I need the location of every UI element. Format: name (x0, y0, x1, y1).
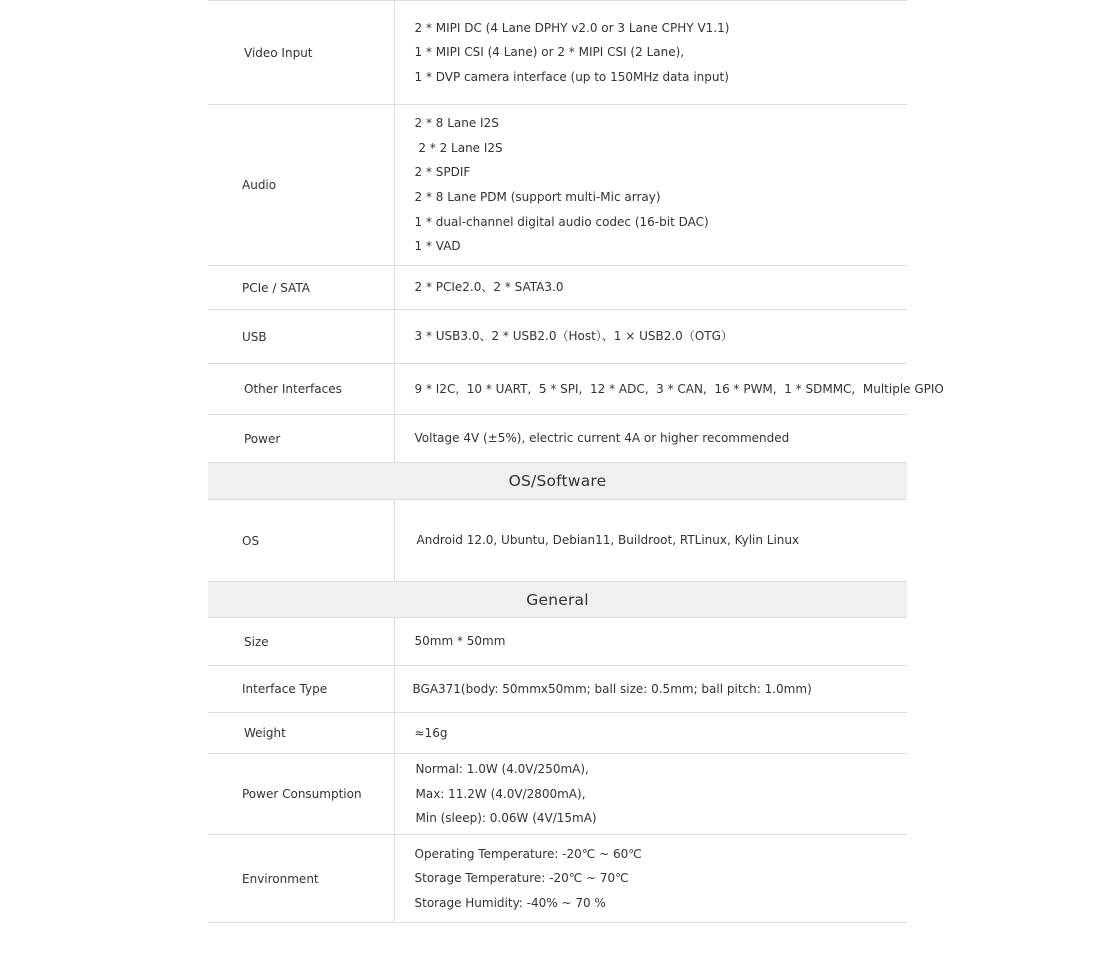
value-line: 1 * VAD (414, 239, 461, 254)
table-row (208, 618, 907, 666)
value-line: Storage Temperature: -20℃ ~ 70℃ (414, 871, 629, 886)
row-label: Audio (208, 105, 394, 266)
value-line: 2 * 8 Lane PDM (support multi-Mic array) (414, 190, 661, 204)
row-value (394, 364, 944, 415)
value-line: Max: 11.2W (4.0V/2800mA), (415, 786, 586, 801)
row-label: Power (208, 415, 394, 463)
value-line: Android 12.0, Ubuntu, Debian11, Buildroot, RTLinux, Kylin Linux (416, 533, 800, 548)
row-value (394, 835, 907, 923)
value-line: 50mm * 50mm (414, 634, 506, 649)
table-row (208, 105, 907, 266)
row-value (394, 713, 907, 754)
value-line: BGA371(body: 50mmx50mm; ball size: 0.5mm; ball pitch: 1.0mm) (412, 681, 812, 696)
section-header-general (208, 582, 907, 618)
value-line: 2 * 2 Lane I2S (414, 140, 503, 155)
row-label: Environment (208, 835, 394, 923)
section-title: OS/Software (208, 463, 907, 500)
value-line: 9 * I2C, 10 * UART, 5 * SPI, 12 * ADC, 3 * CAN, 16 * PWM, 1 * SDMMC, Multiple GPIO (414, 381, 944, 396)
row-value (394, 618, 907, 666)
spec-table (208, 0, 944, 923)
value-line: 3 * USB3.0、2 * USB2.0（Host）、1 × USB2.0（OTG） (414, 329, 733, 344)
value-line: Voltage 4V (±5%), electric current 4A or higher recommended (414, 431, 790, 446)
table-row (208, 500, 907, 582)
row-value (394, 105, 907, 266)
row-label: OS (208, 500, 394, 582)
value-line: 2 * SPDIF (414, 165, 471, 180)
row-label: Interface Type (208, 666, 394, 713)
row-value (394, 666, 907, 713)
value-line: 1 * DVP camera interface (up to 150MHz data input) (414, 69, 729, 84)
table-row (208, 1, 907, 105)
row-label: Weight (208, 713, 394, 754)
value-line: 2 * 8 Lane I2S (414, 116, 499, 131)
value-line: Storage Humidity: -40% ~ 70 % (414, 895, 606, 910)
value-line: 1 * MIPI CSI (4 Lane) or 2 * MIPI CSI (2 Lane), (414, 45, 685, 60)
value-line: Normal: 1.0W (4.0V/250mA), (415, 762, 589, 777)
row-value (394, 266, 907, 310)
row-label: Power Consumption (208, 754, 394, 835)
table-row (208, 835, 907, 923)
table-row (208, 713, 907, 754)
table-row (208, 266, 907, 310)
value-line: 1 * dual-channel digital audio codec (16-bit DAC) (414, 214, 709, 229)
value-line: Min (sleep): 0.06W (4V/15mA) (415, 811, 597, 826)
row-value (394, 500, 907, 582)
row-label: PCIe / SATA (208, 266, 394, 310)
row-value (394, 1, 907, 105)
value-line: 2 * PCIe2.0、2 * SATA3.0 (414, 280, 564, 295)
value-line: Operating Temperature: -20℃ ~ 60℃ (414, 846, 642, 861)
row-label: Size (208, 618, 394, 666)
table-row (208, 415, 907, 463)
row-label: Other Interfaces (208, 364, 394, 415)
section-title: General (208, 582, 907, 618)
table-row (208, 666, 907, 713)
value-line: ≈16g (414, 725, 448, 740)
row-label: USB (208, 310, 394, 364)
row-value (394, 310, 907, 364)
table-row (208, 310, 907, 364)
row-value (394, 415, 907, 463)
value-line: 2 * MIPI DC (4 Lane DPHY v2.0 or 3 Lane CPHY V1.1) (414, 20, 730, 35)
section-header-os (208, 463, 907, 500)
row-label: Video Input (208, 1, 394, 105)
row-value (394, 754, 907, 835)
table-row (208, 754, 907, 835)
table-row (208, 364, 907, 415)
